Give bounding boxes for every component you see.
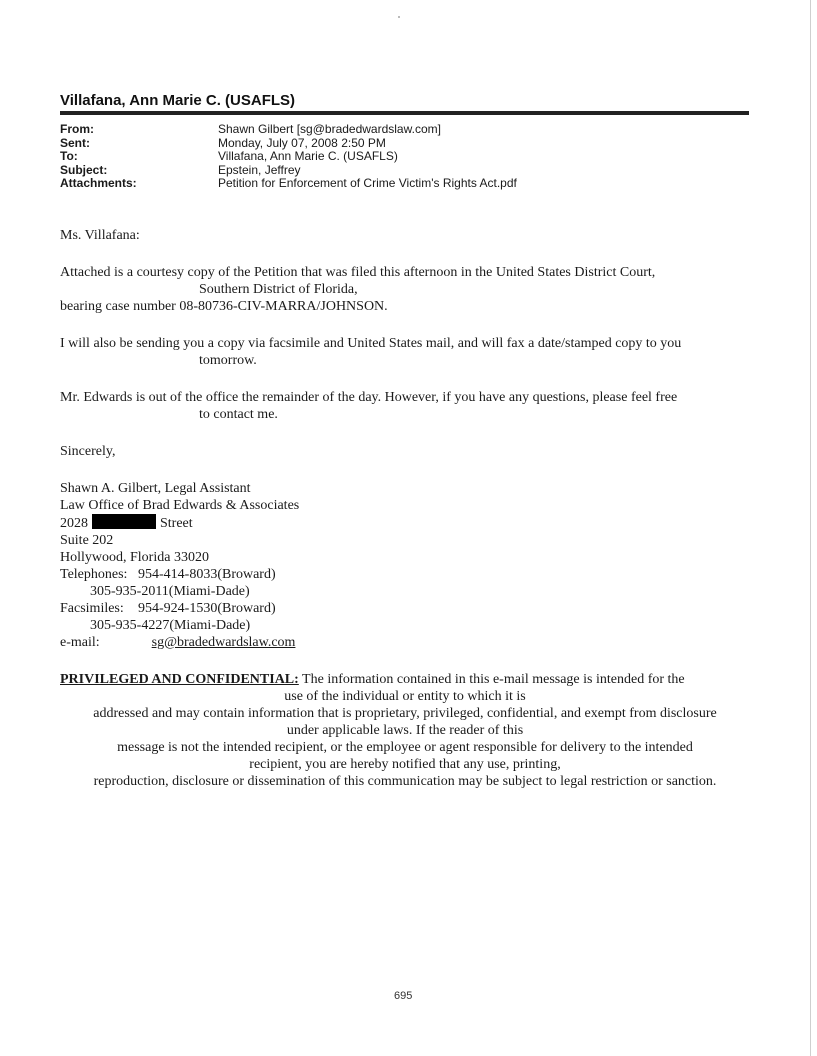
to-label: To: <box>60 149 78 164</box>
sent-label: Sent: <box>60 135 90 150</box>
confidentiality-line-5: message is not the intended recipient, or the employee or agent responsible for delivery to the intended <box>117 740 693 755</box>
subject-row <box>60 164 517 178</box>
subject-label: Subject: <box>60 162 108 177</box>
confidentiality-notice <box>60 671 750 790</box>
paragraph-3-line-2: to contact me. <box>199 407 278 422</box>
street-suffix: Street <box>160 516 193 531</box>
attachments-row <box>60 177 517 191</box>
salutation: Ms. Villafana: <box>60 228 140 243</box>
paragraph-3-line-1: Mr. Edwards is out of the office the remainder of the day. However, if you have any questions, please feel free <box>60 390 678 405</box>
mailbox-owner: Villafana, Ann Marie C. (USAFLS) <box>60 92 296 109</box>
sent-value: Monday, July 07, 2008 2:50 PM <box>218 135 386 150</box>
to-value: Villafana, Ann Marie C. (USAFLS) <box>218 149 398 164</box>
street-number: 2028 <box>60 516 88 531</box>
confidentiality-line-1-rest: The information contained in this e-mail message is intended for the <box>298 672 685 687</box>
closing: Sincerely, <box>60 444 116 459</box>
attachments-value: Petition for Enforcement of Crime Victim's Rights Act.pdf <box>218 176 517 191</box>
subject-value: Epstein, Jeffrey <box>218 162 301 177</box>
paragraph-2-line-2: tomorrow. <box>199 353 257 368</box>
attachments-label: Attachments: <box>60 176 137 191</box>
from-label: From: <box>60 122 94 136</box>
sent-row <box>60 137 517 151</box>
telephone-line-1 <box>60 566 750 583</box>
from-row <box>60 123 517 137</box>
fax-1: 954-924-1530(Broward) <box>138 601 276 616</box>
signature-block <box>60 480 750 651</box>
paragraph-1-line-3: bearing case number 08-80736-CIV-MARRA/JOHNSON. <box>60 299 388 314</box>
confidentiality-line-4: under applicable laws. If the reader of this <box>286 723 524 738</box>
signature-street <box>60 514 750 532</box>
confidentiality-lead: PRIVILEGED AND CONFIDENTIAL: <box>60 672 299 687</box>
email-header <box>60 123 517 191</box>
email-line <box>60 634 750 651</box>
telephone-2: 305-935-2011(Miami-Dade) <box>90 584 250 599</box>
email-link[interactable]: sg@bradedwardslaw.com <box>151 635 296 650</box>
confidentiality-line-2: use of the individual or entity to which it is <box>284 689 526 704</box>
signature-city: Hollywood, Florida 33020 <box>60 550 209 565</box>
fax-line-1 <box>60 600 750 617</box>
signature-suite: Suite 202 <box>60 533 114 548</box>
signature-firm: Law Office of Brad Edwards & Associates <box>60 498 300 513</box>
confidentiality-line-1 <box>60 671 750 688</box>
scan-edge-line <box>810 0 811 1056</box>
to-row <box>60 150 517 164</box>
email-body <box>60 227 750 790</box>
scan-speck <box>398 16 400 18</box>
fax-2: 305-935-4227(Miami-Dade) <box>90 618 251 633</box>
paragraph-1-line-2: Southern District of Florida, <box>199 282 358 297</box>
page-number: 695 <box>394 990 413 1002</box>
redaction-box <box>92 514 156 529</box>
telephone-1: 954-414-8033(Broward) <box>138 567 276 582</box>
confidentiality-line-6: recipient, you are hereby notified that any use, printing, <box>249 757 561 772</box>
confidentiality-line-7: reproduction, disclosure or dissemination of this communication may be subject to legal restriction or sanction. <box>93 774 717 789</box>
paragraph-2-line-1: I will also be sending you a copy via facsimile and United States mail, and will fax a date/stamped copy to you <box>60 336 682 351</box>
paragraph-1-line-1: Attached is a courtesy copy of the Petition that was filed this afternoon in the United States District Court, <box>60 265 656 280</box>
header-rule <box>60 111 749 115</box>
fax-label: Facsimiles: <box>60 601 124 616</box>
telephone-label: Telephones: <box>60 567 128 582</box>
from-value: Shawn Gilbert [sg@bradedwardslaw.com] <box>218 122 441 136</box>
signature-name: Shawn A. Gilbert, Legal Assistant <box>60 481 251 496</box>
email-label: e-mail: <box>60 635 100 650</box>
confidentiality-line-3: addressed and may contain information that is proprietary, privileged, confidential, and exempt from disclosure <box>93 706 717 721</box>
